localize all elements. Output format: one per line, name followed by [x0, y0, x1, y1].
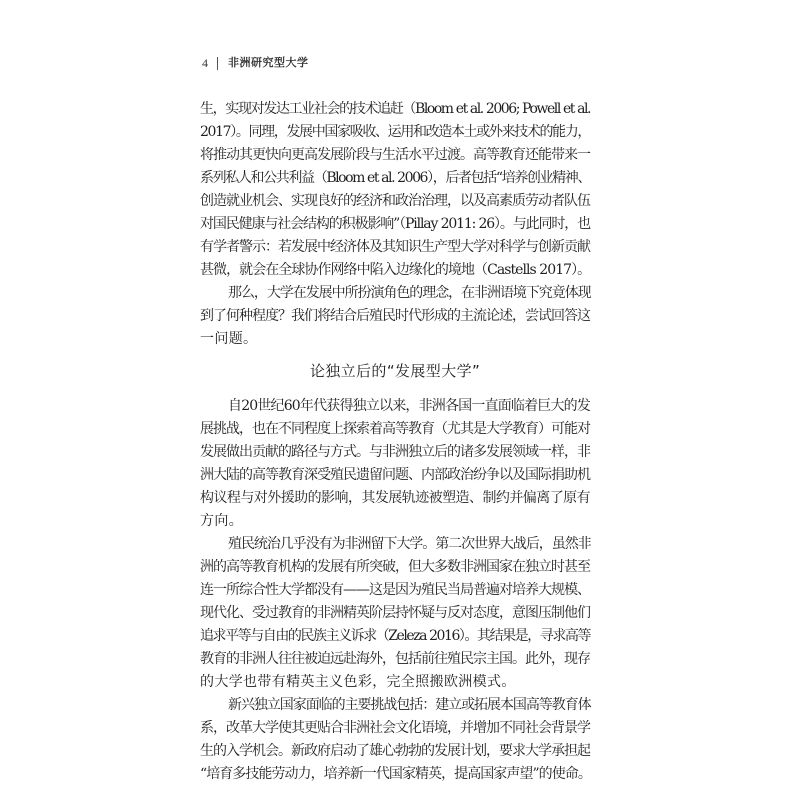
text-line: 将推动其更快向更高发展阶段与生活水平过渡。高等教育还能带来一 — [200, 147, 590, 163]
text-line: 那么，大学在发展中所扮演角色的理念，在非洲语境下究竟体现 — [228, 285, 591, 301]
text-line: 创造就业机会、实现良好的经济和政治治理，以及高素质劳动者队伍 — [200, 193, 590, 209]
book-title: 非洲研究型大学 — [228, 56, 309, 69]
section-heading: 论独立后的“发展型大学” — [309, 362, 481, 380]
text-line: 洲的高等教育机构的发展有所突破，但大多数非洲国家在独立时甚至 — [200, 559, 590, 575]
text-line: 追求平等与自由的民族主义诉求（Zeleza 2016）。其结果是，寻求高等 — [200, 628, 590, 644]
text-line: 洲大陆的高等教育深受殖民遗留问题、内部政治纷争以及国际捐助机 — [200, 467, 590, 483]
running-head — [202, 56, 309, 70]
text-line: 连一所综合性大学都没有——这是因为殖民当局普遍对培养大规模、 — [200, 582, 590, 598]
text-line: 生，实现对发达工业社会的技术追赶（Bloom et al. 2006; Powell et al. — [200, 101, 590, 117]
text-line: 自20世纪60年代获得独立以来，非洲各国一直面临着巨大的发 — [228, 398, 590, 414]
text-line: 到了何种程度？我们将结合后殖民时代形成的主流论述，尝试回答这 — [200, 308, 590, 324]
paragraph-3 — [200, 395, 590, 533]
text-line: 方向。 — [200, 513, 244, 529]
paragraph-1 — [200, 98, 590, 282]
text-line: 对国民健康与社会结构的积极影响”（Pillay 2011: 26）。与此同时，也 — [200, 216, 590, 232]
paragraph-4 — [200, 533, 590, 694]
text-line: 发展做出贡献的路径与方式。与非洲独立后的诸多发展领域一样，非 — [200, 444, 590, 460]
text-line: 系，改革大学使其更贴合非洲社会文化语境，并增加不同社会背景学 — [200, 720, 590, 736]
text-line: “培育多技能劳动力，培养新一代国家精英，提高国家声望”的使命。 — [200, 766, 591, 782]
text-line: 殖民统治几乎没有为非洲留下大学。第二次世界大战后，虽然非 — [228, 536, 591, 552]
paragraph-5 — [200, 694, 590, 786]
text-line: 一问题。 — [200, 331, 258, 347]
text-line: 有学者警示：若发展中经济体及其知识生产型大学对科学与创新贡献 — [200, 239, 590, 255]
text-line: 甚微，就会在全球协作网络中陷入边缘化的境地（Castells 2017）。 — [200, 262, 591, 278]
text-line: 现代化、受过教育的非洲精英阶层持怀疑与反对态度，意图压制他们 — [200, 605, 590, 621]
paragraph-2 — [200, 282, 590, 351]
text-line: 生的入学机会。新政府启动了雄心勃勃的发展计划，要求大学承担起 — [200, 743, 590, 759]
page-number: 4 — [202, 56, 208, 70]
text-line: 新兴独立国家面临的主要挑战包括：建立或拓展本国高等教育体 — [228, 697, 591, 713]
text-line: 系列私人和公共利益（Bloom et al. 2006），后者包括“培养创业精神、 — [200, 170, 590, 186]
text-line: 构议程与对外援助的影响，其发展轨迹被塑造、制约并偏离了原有 — [200, 490, 591, 506]
body-text — [200, 98, 590, 786]
text-line: 展挑战，也在不同程度上探索着高等教育（尤其是大学教育）可能对 — [200, 421, 590, 437]
header-divider — [217, 57, 218, 70]
text-line: 教育的非洲人往往被迫远赴海外，包括前往殖民宗主国。此外，现存 — [200, 651, 590, 667]
text-line: 的大学也带有精英主义色彩，完全照搬欧洲模式。 — [200, 674, 516, 690]
text-line: 2017）。同理，发展中国家吸收、运用和改造本土或外来技术的能力， — [200, 124, 591, 140]
